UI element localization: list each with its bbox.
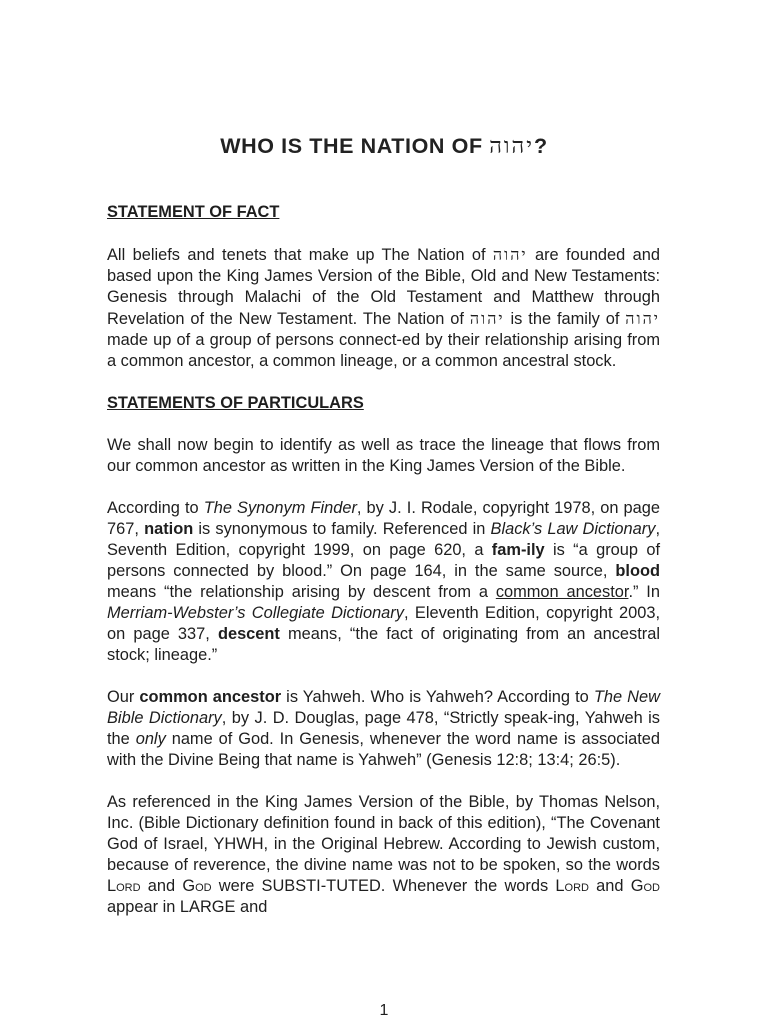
text-run: .” In	[628, 583, 660, 601]
text-run: and	[588, 877, 631, 895]
text-run: means, “the fact of originating from an ancestral stock; lineage.”	[107, 625, 660, 664]
term-blood: blood	[615, 562, 660, 580]
small-caps-god: God	[630, 877, 660, 895]
text-run: is synonymous to family. Referenced in	[193, 520, 491, 538]
text-run: According to	[107, 499, 204, 517]
section-heading-statement-of-fact: STATEMENT OF FACT	[107, 203, 280, 221]
page-number: 1	[379, 1002, 389, 1019]
text-run: name of God. In Genesis, whenever the word name is associated with the Divine Being that name is Yahweh” (Genesis 12:8; 13:4; 26:5).	[107, 730, 660, 769]
title-text: WHO IS THE NATION OF	[220, 134, 490, 158]
small-caps-god: God	[182, 877, 212, 895]
document-body	[107, 202, 660, 939]
term-nation: nation	[144, 520, 194, 538]
small-caps-lord: Lord	[555, 877, 589, 895]
page-title	[0, 133, 768, 159]
term-family: fam-ily	[491, 541, 545, 559]
text-run: and	[140, 877, 183, 895]
term-common-ancestor: common ancestor	[495, 583, 629, 601]
text-run: were SUBSTI-TUTED. Whenever the words	[211, 877, 556, 895]
book-title-merriam-webster: Merriam-Webster’s Collegiate Dictionary	[107, 604, 404, 622]
text-run: , Seventh Edition, copyright 1999, on page 620, a	[107, 520, 660, 559]
text-run: All beliefs and tenets that make up The Nation of	[107, 246, 493, 264]
paragraph-lineage-intro: We shall now begin to identify as well as trace the lineage that flows from our common ancestor as written in the King James Version of the Bible.	[107, 436, 660, 475]
book-title-synonym-finder: The Synonym Finder	[203, 499, 357, 517]
paragraph-kjv-reference	[107, 792, 660, 918]
paragraph-common-ancestor	[107, 687, 660, 771]
text-run: , by J. D. Douglas, page 478, “Strictly speak-ing, Yahweh is the	[107, 709, 661, 748]
hebrew-name: יהוה	[625, 309, 660, 328]
text-run: made up of a group of persons connect-ed by their relationship arising from a common ancestor, a common lineage, or a common ancestral stock.	[107, 331, 660, 370]
hebrew-name: יהוה	[469, 309, 505, 328]
small-caps-lord: Lord	[107, 877, 141, 895]
term-common-ancestor-bold: common ancestor	[139, 688, 282, 706]
book-title-new-bible-dictionary: The New Bible Dictionary	[107, 688, 660, 727]
hebrew-name: יהוה	[492, 245, 528, 264]
text-run: appear in LARGE and	[107, 898, 268, 916]
emphasis-only: only	[135, 730, 166, 748]
text-run: Our	[107, 688, 140, 706]
hebrew-name: יהוה	[489, 134, 534, 159]
text-run: , by J. I. Rodale, copyright 1978, on page 767,	[107, 499, 660, 538]
title-question-mark: ?	[533, 134, 548, 158]
text-run: is the family of	[504, 310, 626, 328]
paragraph-definitions	[107, 498, 660, 666]
text-run: is “a group of persons connected by blood.” On page 164, in the same source,	[107, 541, 661, 580]
text-run: As referenced in the King James Version of the Bible, by Thomas Nelson, Inc. (Bible Dictionary definition found in back of this edition), “The Covenant God of Israel, YHWH, in the Original Hebrew. According to Jewish custom, because of reverence, the divine name was not to be spoken, so the words	[107, 793, 660, 874]
text-run: means “the relationship arising by descent from a	[107, 583, 496, 601]
book-title-blacks-law: Black’s Law Dictionary	[490, 520, 656, 538]
term-descent: descent	[217, 625, 280, 643]
paragraph-statement-of-fact	[107, 244, 660, 372]
text-run: are founded and based upon the King James Version of the Bible, Old and New Testaments: Genesis through Malachi of the Old Testament and Matthew through Revelation of the New Testament. The Nation of	[107, 246, 660, 328]
text-run: , Eleventh Edition, copyright 2003, on page 337,	[107, 604, 660, 643]
text-run: is Yahweh. Who is Yahweh? According to	[281, 688, 594, 706]
section-heading-statements-of-particulars: STATEMENTS OF PARTICULARS	[107, 394, 364, 412]
